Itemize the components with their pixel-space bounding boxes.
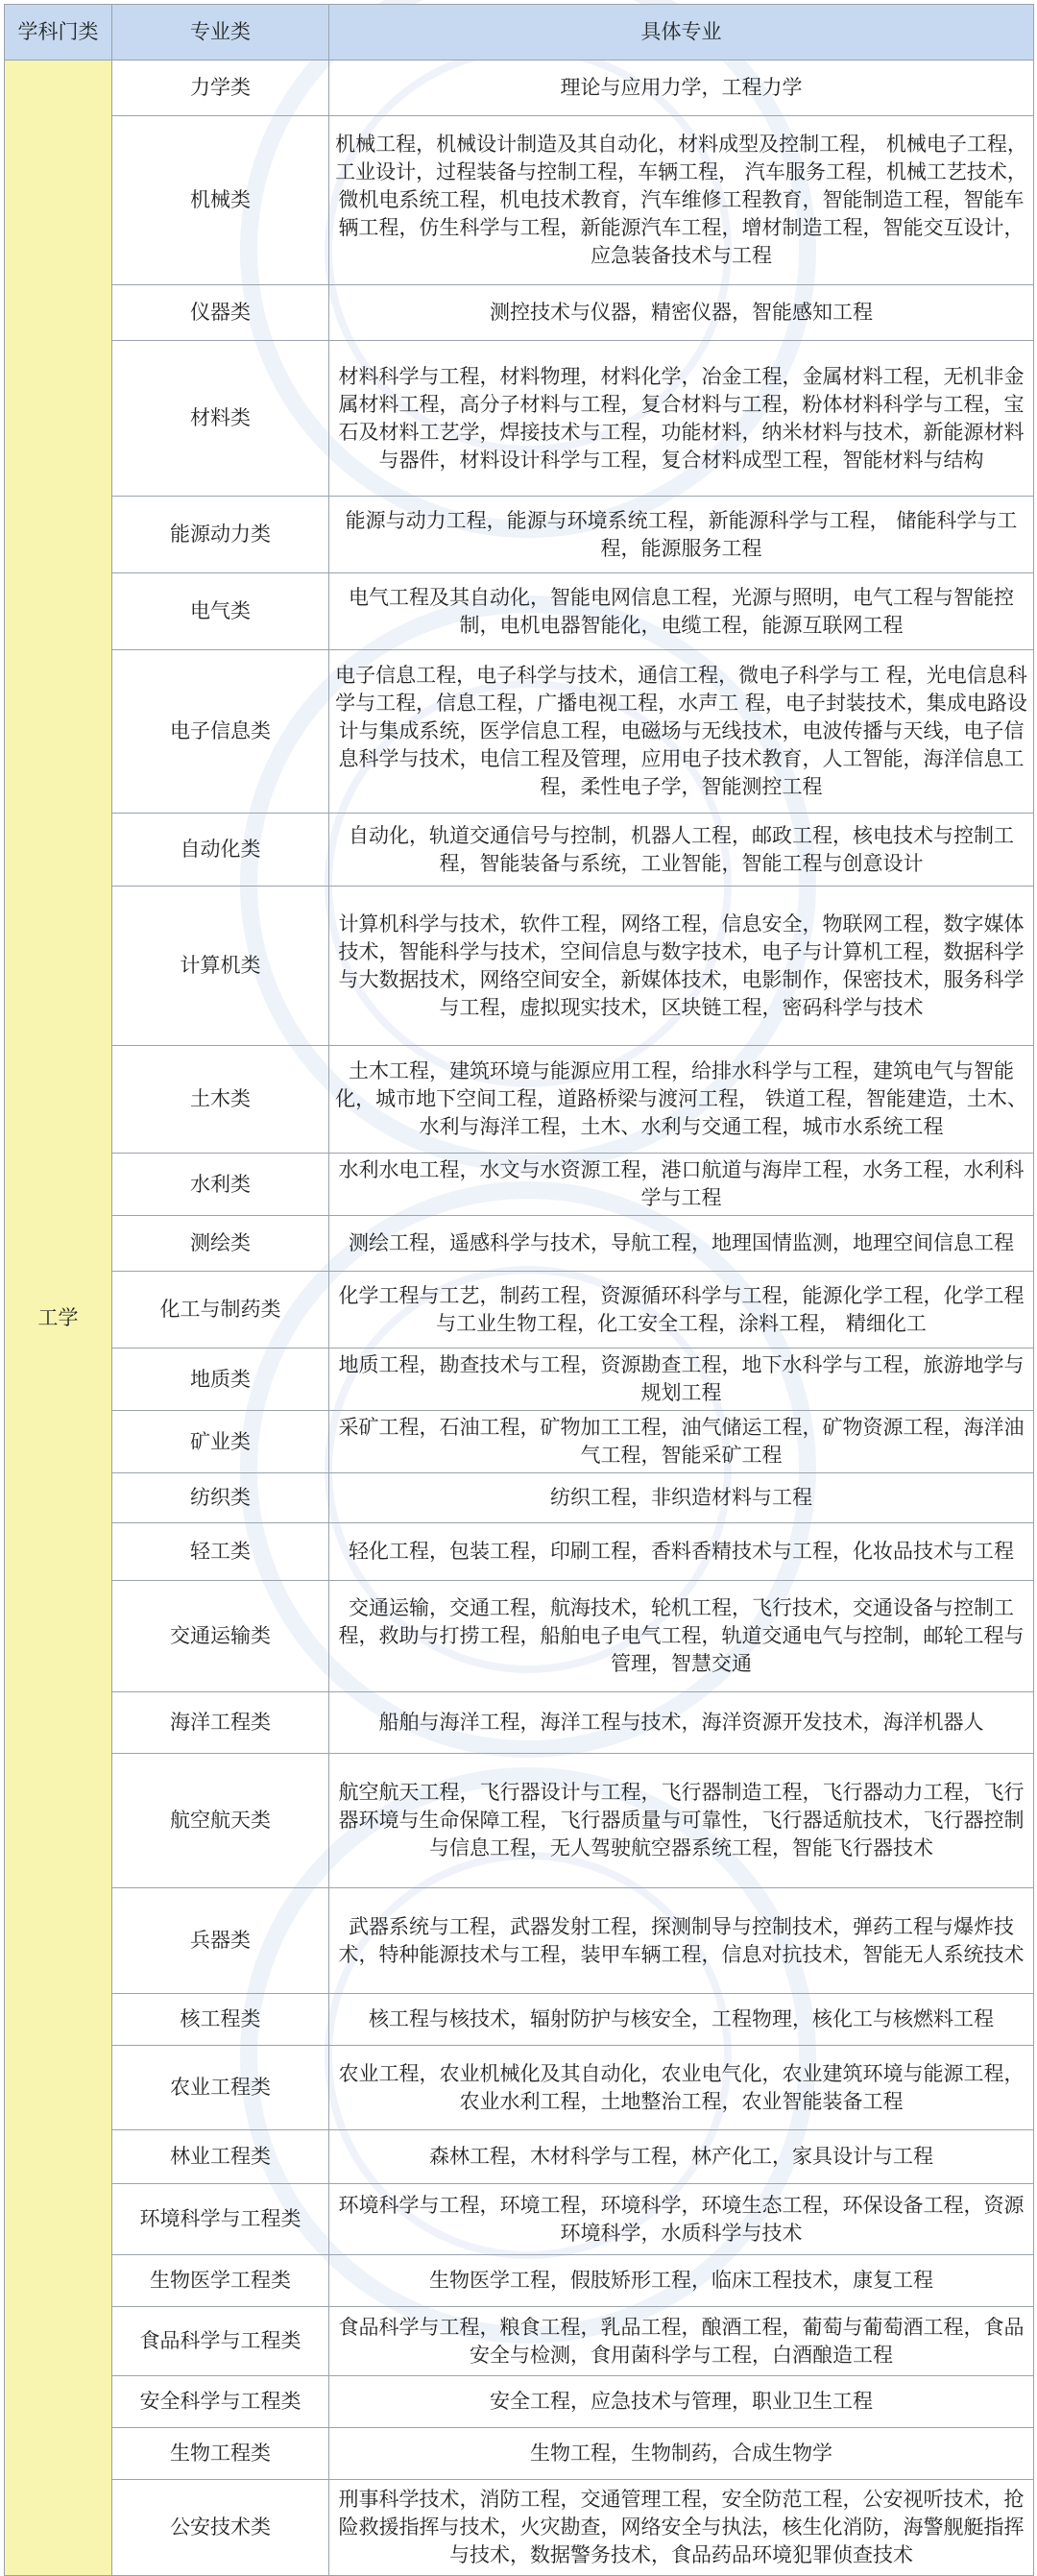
majors-cell: 核工程与核技术，辐射防护与核安全，工程物理，核化工与核燃料工程 xyxy=(329,1994,1034,2046)
table-row xyxy=(5,497,1034,573)
table-row xyxy=(5,2046,1034,2130)
majors-cell: 电子信息工程，电子科学与技术，通信工程，微电子科学与工 程，光电信息科学与工程，信息工程，广播电视工程，水声工 程，电子封装技术，集成电路设计与集成系统，医学信息工程，电磁场与无线技术，电波传播与天线，电子信息科学与技术，电信工程及管理，应用电子技术教育，人工智能，海洋信息工程，柔性电子学，智能测控工程 xyxy=(329,650,1034,814)
majors-cell: 理论与应用力学，工程力学 xyxy=(329,61,1034,116)
table-row xyxy=(5,2480,1034,2576)
category-cell: 能源动力类 xyxy=(112,497,329,573)
majors-cell: 安全工程，应急技术与管理，职业卫生工程 xyxy=(329,2376,1034,2428)
table-row xyxy=(5,61,1034,116)
majors-cell: 采矿工程，石油工程，矿物加工工程，油气储运工程，矿物资源工程，海洋油气工程，智能采矿工程 xyxy=(329,1411,1034,1473)
discipline-cell: 工学 xyxy=(5,61,112,2576)
category-cell: 核工程类 xyxy=(112,1994,329,2046)
category-cell: 矿业类 xyxy=(112,1411,329,1473)
category-cell: 机械类 xyxy=(112,116,329,285)
table-row xyxy=(5,814,1034,887)
majors-cell: 材料科学与工程，材料物理，材料化学，冶金工程，金属材料工程，无机非金属材料工程，高分子材料与工程，复合材料与工程，粉体材料科学与工程，宝石及材料工艺学，焊接技术与工程，功能材料，纳米材料与技术，新能源材料与器件，材料设计科学与工程，复合材料成型工程，智能材料与结构 xyxy=(329,341,1034,497)
header-category: 专业类 xyxy=(112,5,329,61)
table-body xyxy=(5,61,1034,2576)
table-header-row xyxy=(5,5,1034,61)
table-row xyxy=(5,2307,1034,2376)
majors-cell: 地质工程，勘查技术与工程，资源勘查工程，地下水科学与工程，旅游地学与规划工程 xyxy=(329,1349,1034,1411)
majors-cell: 食品科学与工程，粮食工程，乳品工程，酿酒工程，葡萄与葡萄酒工程，食品安全与检测，食用菌科学与工程，白酒酿造工程 xyxy=(329,2307,1034,2376)
table-row xyxy=(5,1216,1034,1272)
table-row xyxy=(5,1411,1034,1473)
table-row xyxy=(5,1994,1034,2046)
majors-cell: 水利水电工程，水文与水资源工程，港口航道与海岸工程，水务工程，水利科学与工程 xyxy=(329,1154,1034,1216)
category-cell: 水利类 xyxy=(112,1154,329,1216)
category-cell: 电子信息类 xyxy=(112,650,329,814)
majors-cell: 航空航天工程，飞行器设计与工程，飞行器制造工程，飞行器动力工程，飞行器环境与生命保障工程，飞行器质量与可靠性，飞行器适航技术，飞行器控制与信息工程，无人驾驶航空器系统工程，智能飞行器技术 xyxy=(329,1754,1034,1888)
majors-cell: 机械工程，机械设计制造及其自动化，材料成型及控制工程， 机械电子工程，工业设计，过程装备与控制工程，车辆工程， 汽车服务工程，机械工艺技术，微机电系统工程，机电技术教育，汽车维修工程教育，智能制造工程，智能车辆工程，仿生科学与工程，新能源汽车工程，增材制造工程，智能交互设计，应急装备技术与工程 xyxy=(329,116,1034,285)
category-cell: 交通运输类 xyxy=(112,1581,329,1692)
majors-cell: 生物工程，生物制药，合成生物学 xyxy=(329,2428,1034,2480)
category-cell: 轻工类 xyxy=(112,1523,329,1581)
table-row xyxy=(5,116,1034,285)
category-cell: 力学类 xyxy=(112,61,329,116)
majors-cell: 轻化工程，包装工程，印刷工程，香料香精技术与工程，化妆品技术与工程 xyxy=(329,1523,1034,1581)
category-cell: 公安技术类 xyxy=(112,2480,329,2576)
majors-cell: 生物医学工程，假肢矫形工程，临床工程技术，康复工程 xyxy=(329,2255,1034,2307)
majors-cell: 森林工程，木材科学与工程，林产化工，家具设计与工程 xyxy=(329,2130,1034,2184)
category-cell: 林业工程类 xyxy=(112,2130,329,2184)
majors-cell: 自动化，轨道交通信号与控制，机器人工程，邮政工程，核电技术与控制工程，智能装备与系统，工业智能，智能工程与创意设计 xyxy=(329,814,1034,887)
majors-cell: 纺织工程，非织造材料与工程 xyxy=(329,1473,1034,1523)
table-row xyxy=(5,1349,1034,1411)
category-cell: 生物医学工程类 xyxy=(112,2255,329,2307)
table-row xyxy=(5,1581,1034,1692)
majors-cell: 能源与动力工程，能源与环境系统工程，新能源科学与工程， 储能科学与工程，能源服务工程 xyxy=(329,497,1034,573)
majors-table xyxy=(4,4,1034,2576)
table-row xyxy=(5,2255,1034,2307)
category-cell: 纺织类 xyxy=(112,1473,329,1523)
category-cell: 航空航天类 xyxy=(112,1754,329,1888)
table-row xyxy=(5,1523,1034,1581)
majors-cell: 农业工程，农业机械化及其自动化，农业电气化，农业建筑环境与能源工程，农业水利工程，土地整治工程，农业智能装备工程 xyxy=(329,2046,1034,2130)
table-row xyxy=(5,650,1034,814)
category-cell: 测绘类 xyxy=(112,1216,329,1272)
table-row xyxy=(5,1046,1034,1154)
table-row xyxy=(5,573,1034,650)
majors-cell: 武器系统与工程，武器发射工程，探测制导与控制技术，弹药工程与爆炸技术，特种能源技术与工程，装甲车辆工程，信息对抗技术，智能无人系统技术 xyxy=(329,1888,1034,1994)
table-row xyxy=(5,2184,1034,2255)
category-cell: 化工与制药类 xyxy=(112,1272,329,1349)
category-cell: 生物工程类 xyxy=(112,2428,329,2480)
majors-cell: 测绘工程，遥感科学与技术，导航工程，地理国情监测，地理空间信息工程 xyxy=(329,1216,1034,1272)
category-cell: 自动化类 xyxy=(112,814,329,887)
category-cell: 农业工程类 xyxy=(112,2046,329,2130)
table-row xyxy=(5,1473,1034,1523)
category-cell: 地质类 xyxy=(112,1349,329,1411)
majors-cell: 电气工程及其自动化，智能电网信息工程，光源与照明，电气工程与智能控制，电机电器智能化，电缆工程，能源互联网工程 xyxy=(329,573,1034,650)
category-cell: 材料类 xyxy=(112,341,329,497)
table-row xyxy=(5,887,1034,1046)
majors-cell: 船舶与海洋工程，海洋工程与技术，海洋资源开发技术，海洋机器人 xyxy=(329,1692,1034,1754)
table-row xyxy=(5,1692,1034,1754)
category-cell: 仪器类 xyxy=(112,285,329,341)
table-row xyxy=(5,1154,1034,1216)
category-cell: 海洋工程类 xyxy=(112,1692,329,1754)
majors-cell: 化学工程与工艺，制药工程，资源循环科学与工程，能源化学工程，化学工程与工业生物工程，化工安全工程，涂料工程， 精细化工 xyxy=(329,1272,1034,1349)
category-cell: 安全科学与工程类 xyxy=(112,2376,329,2428)
header-discipline: 学科门类 xyxy=(5,5,112,61)
header-majors: 具体专业 xyxy=(329,5,1034,61)
table-row xyxy=(5,341,1034,497)
table-row xyxy=(5,2428,1034,2480)
table-row xyxy=(5,1754,1034,1888)
category-cell: 环境科学与工程类 xyxy=(112,2184,329,2255)
table-row xyxy=(5,1888,1034,1994)
majors-cell: 交通运输，交通工程，航海技术，轮机工程，飞行技术，交通设备与控制工程，救助与打捞工程，船舶电子电气工程，轨道交通电气与控制，邮轮工程与管理，智慧交通 xyxy=(329,1581,1034,1692)
majors-cell: 环境科学与工程，环境工程，环境科学，环境生态工程，环保设备工程，资源环境科学，水质科学与技术 xyxy=(329,2184,1034,2255)
category-cell: 电气类 xyxy=(112,573,329,650)
majors-cell: 计算机科学与技术，软件工程，网络工程，信息安全，物联网工程，数字媒体技术，智能科学与技术，空间信息与数字技术，电子与计算机工程，数据科学与大数据技术，网络空间安全，新媒体技术，电影制作，保密技术，服务科学与工程，虚拟现实技术，区块链工程，密码科学与技术 xyxy=(329,887,1034,1046)
table-row xyxy=(5,285,1034,341)
table-row xyxy=(5,1272,1034,1349)
category-cell: 计算机类 xyxy=(112,887,329,1046)
category-cell: 土木类 xyxy=(112,1046,329,1154)
table-row xyxy=(5,2376,1034,2428)
table-row xyxy=(5,2130,1034,2184)
category-cell: 食品科学与工程类 xyxy=(112,2307,329,2376)
majors-cell: 测控技术与仪器，精密仪器，智能感知工程 xyxy=(329,285,1034,341)
majors-cell: 刑事科学技术，消防工程，交通管理工程，安全防范工程，公安视听技术，抢险救援指挥与技术，火灾勘查，网络安全与执法，核生化消防，海警舰艇指挥与技术，数据警务技术，食品药品环境犯罪侦查技术 xyxy=(329,2480,1034,2576)
category-cell: 兵器类 xyxy=(112,1888,329,1994)
majors-cell: 土木工程，建筑环境与能源应用工程，给排水科学与工程，建筑电气与智能化，城市地下空间工程，道路桥梁与渡河工程， 铁道工程，智能建造，土木、水利与海洋工程，土木、水利与交通工程，城市水系统工程 xyxy=(329,1046,1034,1154)
